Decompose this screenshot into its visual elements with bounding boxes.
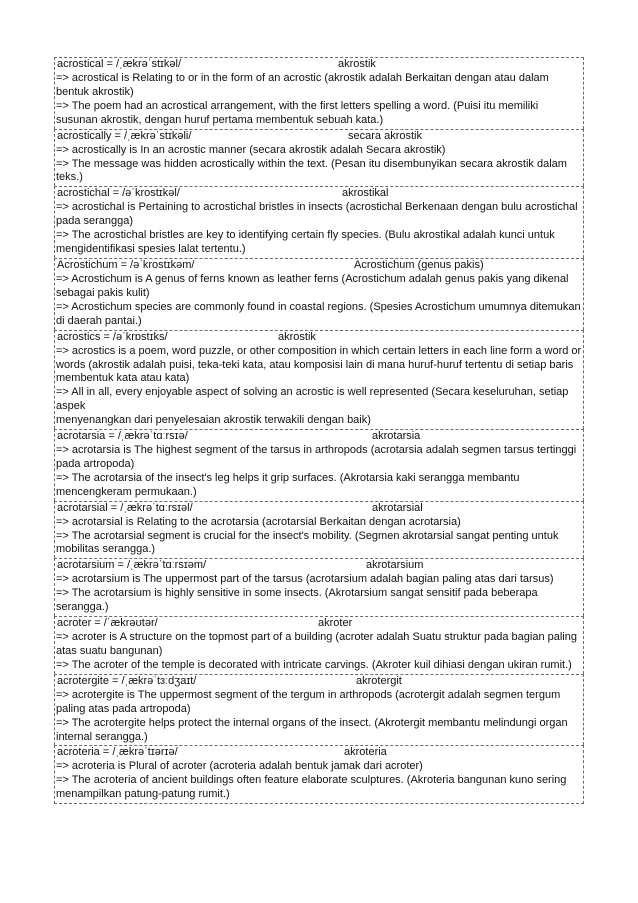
entry-headword: acrotergite = /ˌækrəˈtɜːdʒaɪt/ [57, 674, 197, 687]
entry-header [56, 746, 582, 760]
entry-translation: akrostik [338, 58, 376, 70]
entry-acroter [54, 616, 584, 674]
entry-example: => The poem had an acrostical arrangement, with the first letters spelling a word. (Puisi itu memiliki susunan akrostik, dengan huruf pertama membentuk sebuah kata.) [56, 99, 539, 126]
entry-definition: => acrotergite is The uppermost segment of the tergum in arthropods (acrotergit adalah segmen tergum paling atas pada artropoda) [56, 688, 561, 715]
dictionary-page [54, 57, 584, 804]
entry-translation: akroteria [344, 746, 387, 759]
entry-example: => All in all, every enjoyable aspect of solving an acrostic is well represented (Secara keseluruhan, setiap aspek [56, 386, 569, 413]
entry-example: => The acrostichal bristles are key to identifying certain fly species. (Bulu akrostikal adalah kunci untuk mengidentifikasi spesies lalat tertentu.) [56, 229, 555, 256]
entry-definition: => Acrostichum is A genus of ferns known as leather ferns (Acrostichum adalah genus pakis yang dikenal sebagai pakis kulit) [56, 272, 569, 299]
entry-acrotarsia [54, 429, 584, 501]
entry-headword: acrostical = /ˌækrəˈstɪkəl/ [57, 58, 182, 70]
entry-translation: akrotarsial [372, 501, 423, 514]
entry-translation: secara akrostik [348, 129, 422, 142]
entry-acrostichal [54, 186, 584, 258]
entry-example-continued: menyenangkan dari penyelesaian akrostik terwakili dengan baik) [56, 414, 371, 427]
entry-header [56, 430, 582, 444]
entry-example: => The message was hidden acrostically within the text. (Pesan itu disembunyikan secara akrostik dalam teks.) [56, 157, 567, 184]
entry-definition: => acrostical is Relating to or in the form of an acrostic (akrostik adalah Berkaitan dengan atau dalam bentuk akrostik) [56, 72, 549, 98]
entry-header [56, 675, 582, 689]
entry-acrotarsium [54, 558, 584, 616]
entry-acrotarsial [54, 501, 584, 559]
entry-translation: akrotergit [356, 674, 402, 687]
entry-translation: akroter [318, 617, 353, 630]
entry-headword: acrotarsium = /ˌækrəˈtɑːrsɪəm/ [57, 559, 207, 572]
entry-translation: akrotarsia [372, 430, 421, 443]
entry-translation: Acrostichum (genus pakis) [354, 258, 484, 271]
entry-header [56, 187, 582, 201]
entry-example: => The acrotarsial segment is crucial for the insect's mobility. (Segmen akrotarsial sangat penting untuk mobilitas serangga.) [56, 529, 559, 556]
entry-example: => The acroter of the temple is decorated with intricate carvings. (Akroter kuil dihiasi dengan ukiran rumit.) [56, 658, 572, 671]
entry-acroteria [54, 745, 584, 804]
entry-example: => The acrotarsium is highly sensitive in some insects. (Akrotarsium sangat sensitif pada beberapa serangga.) [56, 587, 538, 614]
entry-headword: acrotarsia = /ˌækrəˈtɑːrsɪə/ [57, 430, 188, 443]
entry-definition: => acrostics is a poem, word puzzle, or other composition in which certain letters in each line form a word or words (akrostik adalah puisi, teka-teki kata, atau komposisi lain di mana huruf-huruf tertentu di setiap baris membentuk kata atau kata) [56, 344, 582, 385]
entry-acrostically [54, 129, 584, 187]
entry-header [56, 259, 582, 273]
entry-example: => The acroteria of ancient buildings often feature elaborate sculptures. (Akroteria bangunan kuno sering menampilkan patung-patung rumit.) [56, 774, 567, 801]
entry-headword: acrostics = /əˈkrɒstɪks/ [57, 330, 168, 343]
entry-example: => Acrostichum species are commonly found in coastal regions. (Spesies Acrostichum umumnya ditemukan di daerah pantai.) [56, 300, 581, 327]
entry-header [56, 58, 582, 72]
entry-translation: akrostik [278, 330, 316, 343]
entry-translation: akrostikal [342, 187, 389, 200]
entry-acrostichum [54, 258, 584, 330]
entry-headword: acrostichal = /əˈkrostɪkəl/ [57, 187, 180, 200]
entry-translation: akrotarsium [366, 559, 424, 572]
entry-definition: => acrostically is In an acrostic manner (secara akrostik adalah Secara akrostik) [56, 143, 446, 156]
entry-acrotergite [54, 674, 584, 746]
entry-definition: => acrotarsium is The uppermost part of the tarsus (acrotarsium adalah bagian paling atas dari tarsus) [56, 573, 554, 586]
entry-headword: acrotarsial = /ˌækrəˈtɑːrsɪəl/ [57, 501, 193, 514]
entry-header [56, 331, 582, 345]
entry-headword: acroteria = /ˌækrəˈtɪərɪə/ [57, 746, 178, 759]
entry-example: => The acrotarsia of the insect's leg helps it grip surfaces. (Akrotarsia kaki serangga membantu mencengkeram permukaan.) [56, 471, 520, 498]
entry-header [56, 559, 582, 573]
entry-headword: acrostically = /ˌækrəˈstɪkəli/ [57, 129, 192, 142]
entry-definition: => acroteria is Plural of acroter (acroteria adalah bentuk jamak dari acroter) [56, 760, 423, 773]
entry-acrostics [54, 330, 584, 429]
entry-definition: => acroter is A structure on the topmost part of a building (acroter adalah Suatu struktur pada bagian paling atas suatu bangunan) [56, 631, 577, 657]
entry-definition: => acrostichal is Pertaining to acrostichal bristles in insects (acrostichal Berkenaan dengan bulu acrostichal pada serangga) [56, 201, 578, 228]
entry-example: => The acrotergite helps protect the internal organs of the insect. (Akrotergit membantu melindungi organ internal serangga.) [56, 716, 568, 743]
entry-acrostical [54, 57, 584, 129]
entry-header [56, 502, 582, 516]
entry-headword: Acrostichum = /əˈkrostɪkəm/ [57, 258, 195, 271]
entry-definition: => acrotarsial is Relating to the acrotarsia (acrotarsial Berkaitan dengan acrotarsia) [56, 515, 461, 528]
entry-headword: acroter = /ˈækrəʊtər/ [57, 617, 158, 630]
entry-header [56, 130, 582, 144]
entry-header [56, 617, 582, 631]
entry-definition: => acrotarsia is The highest segment of the tarsus in arthropods (acrotarsia adalah segmen tarsus tertinggi pada artropoda) [56, 444, 577, 470]
